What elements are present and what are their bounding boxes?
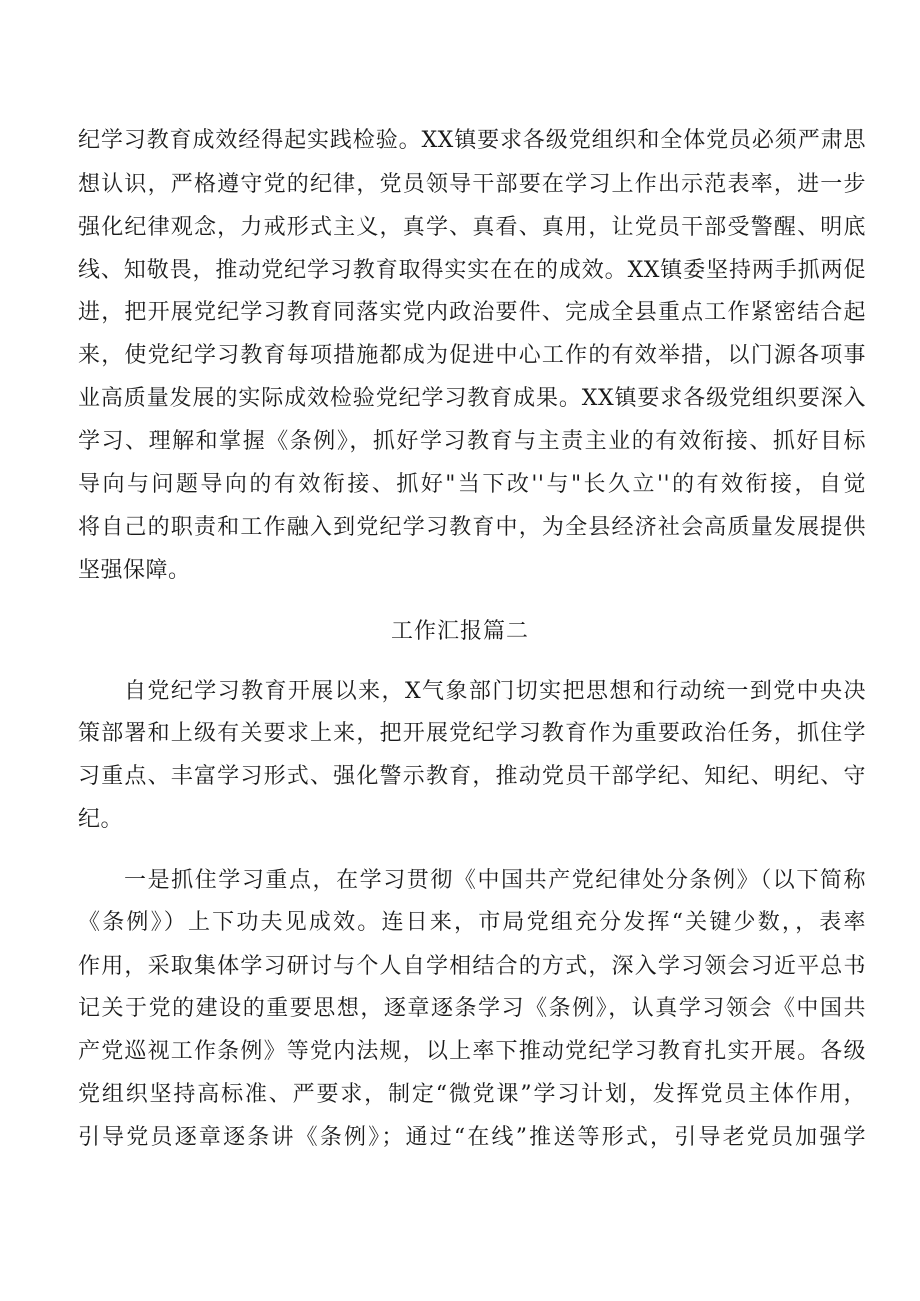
paragraph-line: 业高质量发展的实际成效检验党纪学习教育成果。XX镇要求各级党组织要深入 <box>78 386 866 411</box>
paragraph-line: 导向与问题导向的有效衔接、抓好"当下改''与"长久立''的有效衔接，自觉 <box>78 472 866 497</box>
paragraph-line: 纪学习教育成效经得起实践检验。XX镇要求各级党组织和全体党员必须严肃思 <box>78 128 866 153</box>
paragraph-line: 进，把开展党纪学习教育同落实党内政治要件、完成全县重点工作紧密结合起 <box>78 300 866 325</box>
section-heading: 工作汇报篇二 <box>390 619 529 644</box>
paragraph-line: 《条例》）上下功夫见成效。连日来，市局党组充分发挥“关键少数，，表率 <box>78 910 866 935</box>
paragraph-line: 学习、理解和掌握《条例》，抓好学习教育与主责主业的有效衔接、抓好目标 <box>78 429 866 454</box>
paragraph-line: 强化纪律观念，力戒形式主义，真学、真看、真用，让党员干部受警醒、明底 <box>78 215 866 240</box>
paragraph-line: 想认识，严格遵守党的纪律，党员领导干部要在学习上作出示范表率，进一步 <box>78 172 866 197</box>
paragraph-line: 坚强保障。 <box>78 558 191 583</box>
paragraph-line: 策部署和上级有关要求上来，把开展党纪学习教育作为重要政治任务，抓住学 <box>78 721 866 746</box>
paragraph-line: 作用，采取集体学习研讨与个人自学相结合的方式，深入学习领会习近平总书 <box>78 954 866 979</box>
paragraph-line: 纪。 <box>78 807 124 832</box>
paragraph-line: 引导党员逐章逐条讲《条例》；通过“在线”推送等形式，引导老党员加强学 <box>78 1125 866 1150</box>
paragraph-line: 将自己的职责和工作融入到党纪学习教育中，为全县经济社会高质量发展提供 <box>78 515 866 540</box>
paragraph-line: 自党纪学习教育开展以来，X气象部门切实把思想和行动统一到党中央决 <box>124 679 866 704</box>
paragraph-line: 线、知敬畏，推动党纪学习教育取得实实在在的成效。XX镇委坚持两手抓两促 <box>78 258 866 283</box>
paragraph-line: 产党巡视工作条例》等党内法规，以上率下推动党纪学习教育扎实开展。各级 <box>78 1039 866 1064</box>
paragraph-line: 记关于党的建设的重要思想，逐章逐条学习《条例》，认真学习领会《中国共 <box>78 996 866 1021</box>
paragraph-line: 一是抓住学习重点，在学习贯彻《中国共产党纪律处分条例》（以下简称 <box>124 868 866 893</box>
paragraph-line: 习重点、丰富学习形式、强化警示教育，推动党员干部学纪、知纪、明纪、守 <box>78 764 866 789</box>
paragraph-line: 来，使党纪学习教育每项措施都成为促进中心工作的有效举措，以门源各项事 <box>78 343 866 368</box>
paragraph-line: 党组织坚持高标准、严要求，制定“微党课”学习计划，发挥党员主体作用， <box>78 1082 866 1107</box>
